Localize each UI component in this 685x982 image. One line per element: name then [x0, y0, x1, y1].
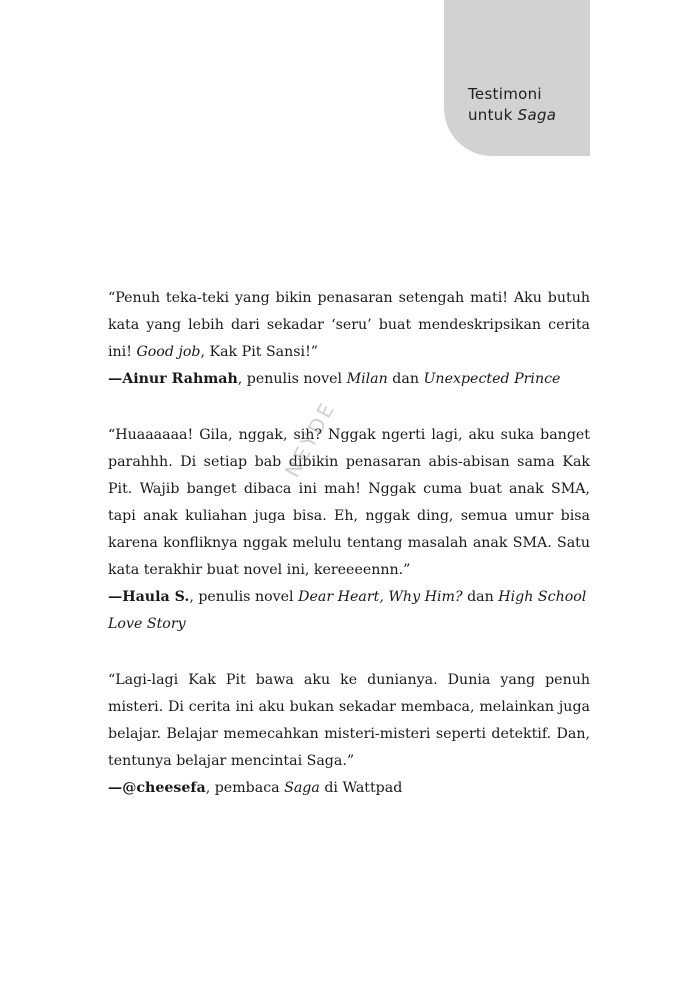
testimonial-1 [108, 285, 590, 393]
watermark: NEYDE [280, 396, 341, 482]
quote-text-end: , Kak Pit Sansi!” [200, 344, 319, 360]
testimonial-attribution [108, 366, 590, 393]
testimonial-quote [108, 285, 590, 366]
book-title: High School Love Story [108, 589, 587, 632]
section-title-line1: Testimoni [468, 85, 542, 103]
book-title: Dear Heart, Why Him? [298, 589, 463, 605]
author-role: , penulis novel [237, 371, 347, 387]
author-name: —Ainur Rahmah [108, 371, 238, 387]
testimonial-attribution [108, 584, 590, 638]
author-role: , penulis novel [189, 589, 299, 605]
quote-italic: Good job [136, 344, 201, 360]
platform: di Wattpad [319, 780, 403, 796]
section-title-line2 [468, 105, 556, 126]
section-title-italic: Saga [517, 106, 557, 124]
section-title-plain: untuk [468, 106, 518, 124]
author-name: —Haula S. [108, 589, 190, 605]
book-title: Milan [346, 371, 388, 387]
conjunction: dan [387, 371, 424, 387]
section-tab [444, 0, 590, 156]
testimonial-3 [108, 667, 590, 802]
section-title [468, 84, 556, 126]
conjunction: dan [462, 589, 499, 605]
book-title: Unexpected Prince [423, 371, 561, 387]
quote-text: “Penuh teka-teki yang bikin penasaran setengah mati! Aku butuh kata yang lebih dari sekadar ‘seru’ buat mendeskripsikan cerita ini! [108, 290, 590, 360]
testimonial-quote: “Huaaaaaa! Gila, nggak, sih? Nggak ngerti lagi, aku suka banget parahhh. Di setiap bab dibikin penasaran abis-abisan sama Kak Pit. Wajib banget dibaca ini mah! Nggak cuma buat anak SMA, tapi anak kuliahan juga bisa. Eh, nggak ding, semua umur bisa karena konfliknya nggak melulu tentang masalah anak SMA. Satu kata terakhir buat novel ini, kereeeennn.” [108, 427, 590, 578]
testimonial-quote: “Lagi-lagi Kak Pit bawa aku ke dunianya. Dunia yang penuh misteri. Di cerita ini aku bukan sekadar membaca, melainkan juga belajar. Belajar memecahkan misteri-misteri seperti detektif. Dan, tentunya belajar mencintai Saga.” [108, 672, 590, 769]
testimonials [108, 285, 590, 802]
testimonial-2 [108, 422, 590, 638]
book-title: Saga [284, 780, 320, 796]
author-role: , pembaca [205, 780, 285, 796]
testimonial-attribution [108, 775, 590, 802]
author-name: —@cheesefa [108, 780, 206, 796]
